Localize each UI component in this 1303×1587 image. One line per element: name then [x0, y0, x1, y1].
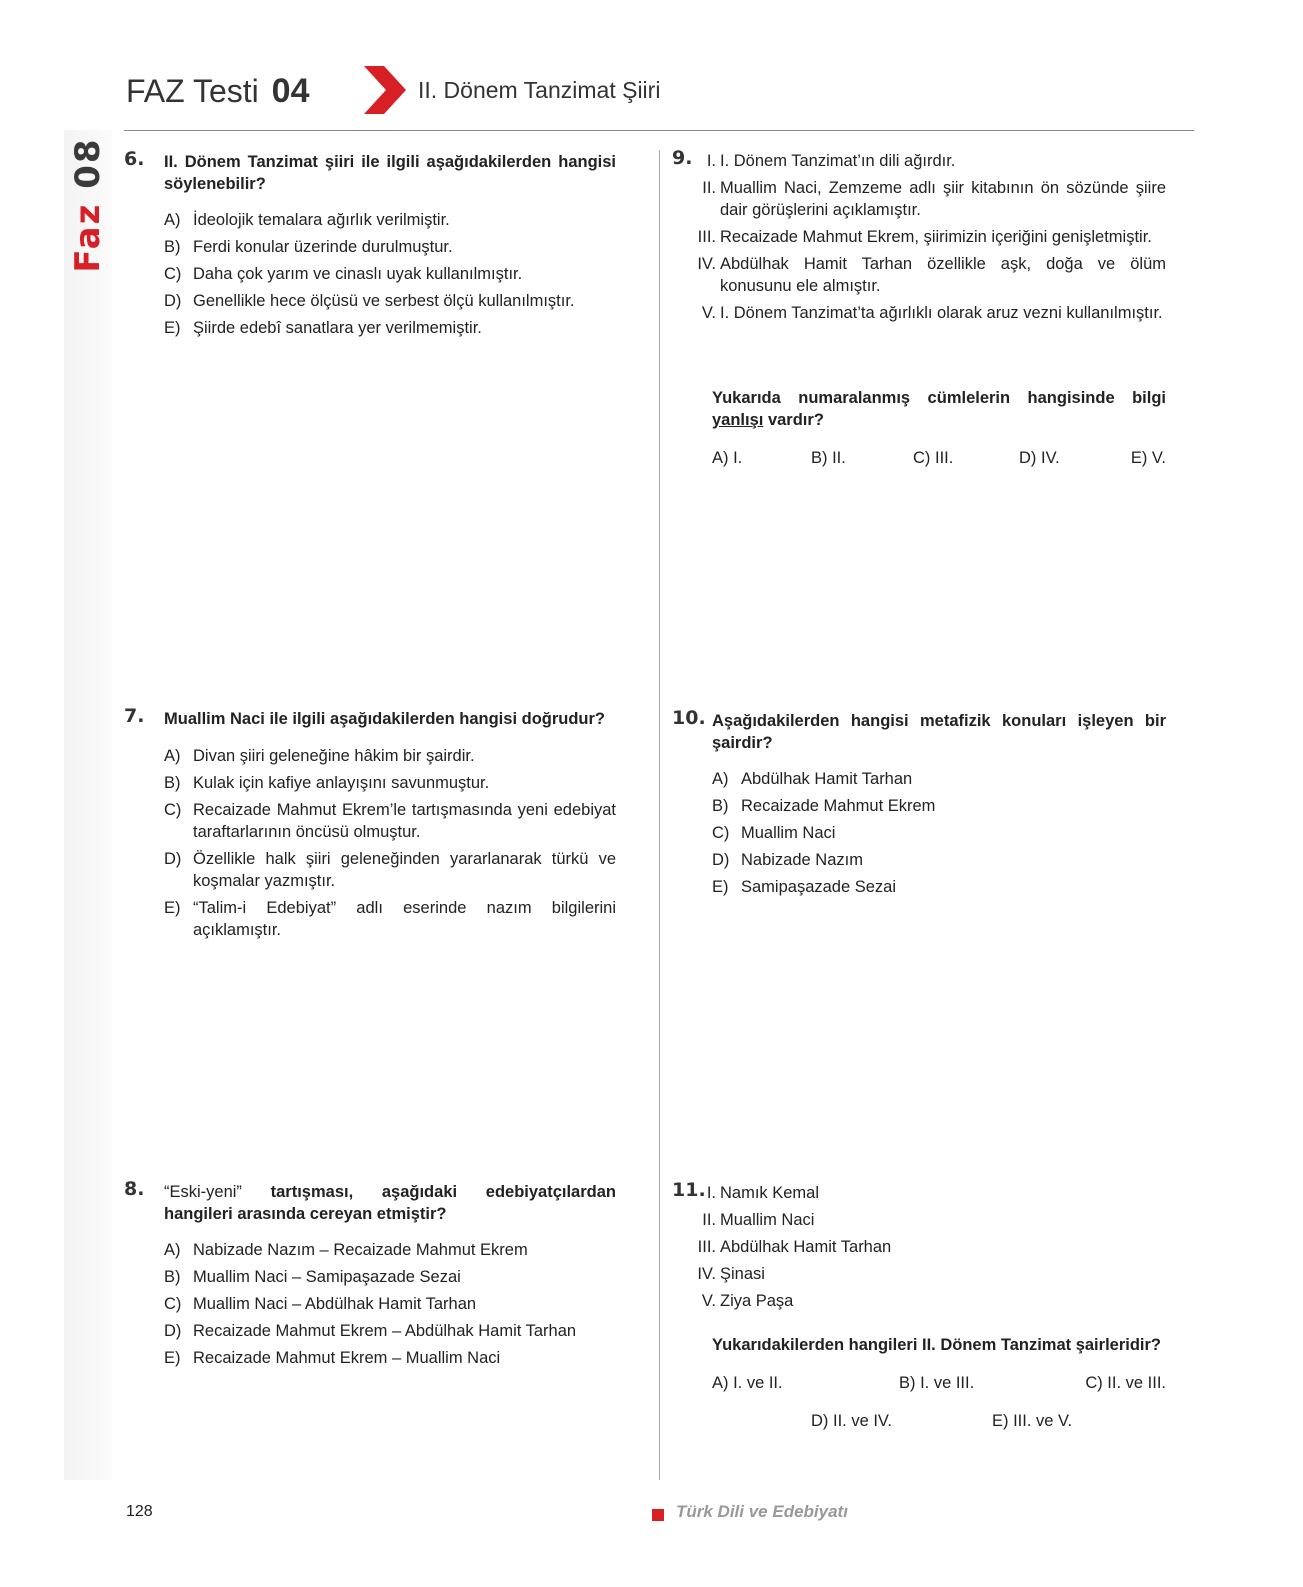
option-b[interactable]: B) Muallim Naci – Samipaşazade Sezai: [164, 1268, 461, 1286]
option-e[interactable]: E) III. ve V.: [992, 1412, 1073, 1430]
stem-rest: tartışması, aşağıdaki edebiyatçılardan hangileri arasında cereyan etmiştir?: [164, 1183, 616, 1223]
option-b[interactable]: B) Ferdi konular üzerinde durulmuştur.: [164, 238, 453, 256]
option-a[interactable]: A) I.: [712, 449, 743, 467]
side-label: [68, 137, 108, 273]
option-a[interactable]: A) İdeolojik temalara ağırlık verilmiştir.: [164, 211, 450, 229]
page-number: 128: [126, 1503, 153, 1520]
underlined-word: yanlışı: [712, 411, 764, 429]
option-d[interactable]: D) Recaizade Mahmut Ekrem – Abdülhak Hamit Tarhan: [164, 1322, 577, 1340]
stem-quote: “Eski-yeni”: [164, 1183, 242, 1201]
option-a[interactable]: A) Abdülhak Hamit Tarhan: [712, 770, 913, 788]
question-stem: Yukarıda numaralanmış cümlelerin hangisinde bilgi yanlışı vardır?: [712, 389, 1166, 429]
option-a[interactable]: A) Divan şiiri geleneğine hâkim bir şairdir.: [164, 747, 475, 765]
side-label-prefix: Faz: [68, 202, 108, 273]
header-divider: [124, 130, 1194, 131]
options-row-1: [712, 1372, 1166, 1396]
page-header: [126, 66, 1196, 116]
options-list: [712, 768, 1166, 903]
options-list: [164, 745, 616, 946]
option-e[interactable]: E) Şiirde edebî sanatlara yer verilmemiştir.: [164, 319, 482, 337]
option-a[interactable]: A) I. ve II.: [712, 1374, 783, 1392]
side-strip: [64, 130, 112, 1480]
option-e[interactable]: E) “Talim-i Edebiyat” adlı eserinde nazım bilgilerini açıklamıştır.: [164, 899, 616, 939]
statement-ii: II. Muallim Naci: [702, 1211, 815, 1229]
statement-ii: II. Muallim Naci, Zemzeme adlı şiir kitabının ön sözünde şiire dair görüşlerini açıklamıştır.: [702, 179, 1166, 219]
statement-iv: IV. Şinasi: [697, 1265, 765, 1283]
statements-list: [672, 1182, 1166, 1317]
option-a[interactable]: A) Nabizade Nazım – Recaizade Mahmut Ekrem: [164, 1241, 528, 1259]
question-number: 8.: [124, 1178, 145, 1200]
question-stem: Yukarıdakilerden hangileri II. Dönem Tanzimat şairleridir?: [712, 1336, 1161, 1354]
question-number: 10.: [672, 707, 706, 729]
option-b[interactable]: B) Recaizade Mahmut Ekrem: [712, 797, 936, 815]
statement-iii: III. Abdülhak Hamit Tarhan: [697, 1238, 892, 1256]
options-list: [164, 209, 616, 344]
option-c[interactable]: C) Daha çok yarım ve cinaslı uyak kullanılmıştır.: [164, 265, 523, 283]
test-number: 04: [271, 72, 310, 110]
question-number: 7.: [124, 705, 145, 727]
question-number: 11.: [672, 1179, 706, 1201]
question-number: 6.: [124, 148, 145, 170]
option-b[interactable]: B) Kulak için kafiye anlayışını savunmuştur.: [164, 774, 490, 792]
option-d[interactable]: D) IV.: [1019, 449, 1060, 467]
options-row: [712, 447, 1166, 471]
footer-subject: Türk Dili ve Edebiyatı: [676, 1502, 848, 1521]
option-e[interactable]: E) Recaizade Mahmut Ekrem – Muallim Naci: [164, 1349, 501, 1367]
option-d[interactable]: D) Özellikle halk şiiri geleneğinden yararlanarak türkü ve koşmalar yazmıştır.: [164, 850, 616, 890]
statement-v: V. I. Dönem Tanzimat’ta ağırlıklı olarak aruz vezni kullanılmıştır.: [701, 304, 1163, 322]
side-label-number: 08: [68, 137, 108, 189]
option-b[interactable]: B) II.: [811, 449, 846, 467]
page-subtitle: II. Dönem Tanzimat Şiiri: [418, 77, 661, 103]
statement-i: I. Namık Kemal: [706, 1184, 820, 1202]
statements-list: [672, 150, 1166, 329]
statement-v: V. Ziya Paşa: [701, 1292, 794, 1310]
option-c[interactable]: C) III.: [913, 449, 954, 467]
option-d[interactable]: D) II. ve IV.: [811, 1412, 893, 1430]
question-stem: Muallim Naci ile ilgili aşağıdakilerden hangisi doğrudur?: [164, 710, 606, 728]
question-stem: II. Dönem Tanzimat şiiri ile ilgili aşağıdakilerden hangisi söylenebilir?: [164, 153, 616, 193]
options-row-2: [712, 1410, 1166, 1434]
option-d[interactable]: D) Genellikle hece ölçüsü ve serbest ölçü kullanılmıştır.: [164, 292, 575, 310]
square-bullet-icon: [652, 1509, 664, 1521]
options-list: [164, 1239, 616, 1374]
question-stem: Aşağıdakilerden hangisi metafizik konuları işleyen bir şairdir?: [712, 712, 1166, 752]
option-c[interactable]: C) Muallim Naci – Abdülhak Hamit Tarhan: [164, 1295, 477, 1313]
statement-i: I. I. Dönem Tanzimat’ın dili ağırdır.: [706, 152, 956, 170]
option-d[interactable]: D) Nabizade Nazım: [712, 851, 863, 869]
option-c[interactable]: C) II. ve III.: [1085, 1374, 1166, 1392]
option-e[interactable]: E) Samipaşazade Sezai: [712, 878, 897, 896]
column-divider: [659, 150, 660, 1480]
page-title: [126, 72, 310, 111]
option-c[interactable]: C) Muallim Naci: [712, 824, 836, 842]
chevron-right-icon: [364, 66, 406, 114]
title-text: FAZ Testi: [126, 73, 259, 109]
statement-iii: III. Recaizade Mahmut Ekrem, şiirimizin içeriğini genişletmiştir.: [697, 228, 1152, 246]
statement-iv: IV. Abdülhak Hamit Tarhan özellikle aşk, doğa ve ölüm konusunu ele almıştır.: [697, 255, 1166, 295]
option-c[interactable]: C) Recaizade Mahmut Ekrem’le tartışmasında yeni edebiyat taraftarlarının öncüsü olmuştur.: [164, 801, 616, 841]
option-b[interactable]: B) I. ve III.: [899, 1374, 975, 1392]
question-number: 9.: [672, 147, 693, 169]
option-e[interactable]: E) V.: [1130, 449, 1166, 467]
question-stem: [164, 1181, 616, 1225]
